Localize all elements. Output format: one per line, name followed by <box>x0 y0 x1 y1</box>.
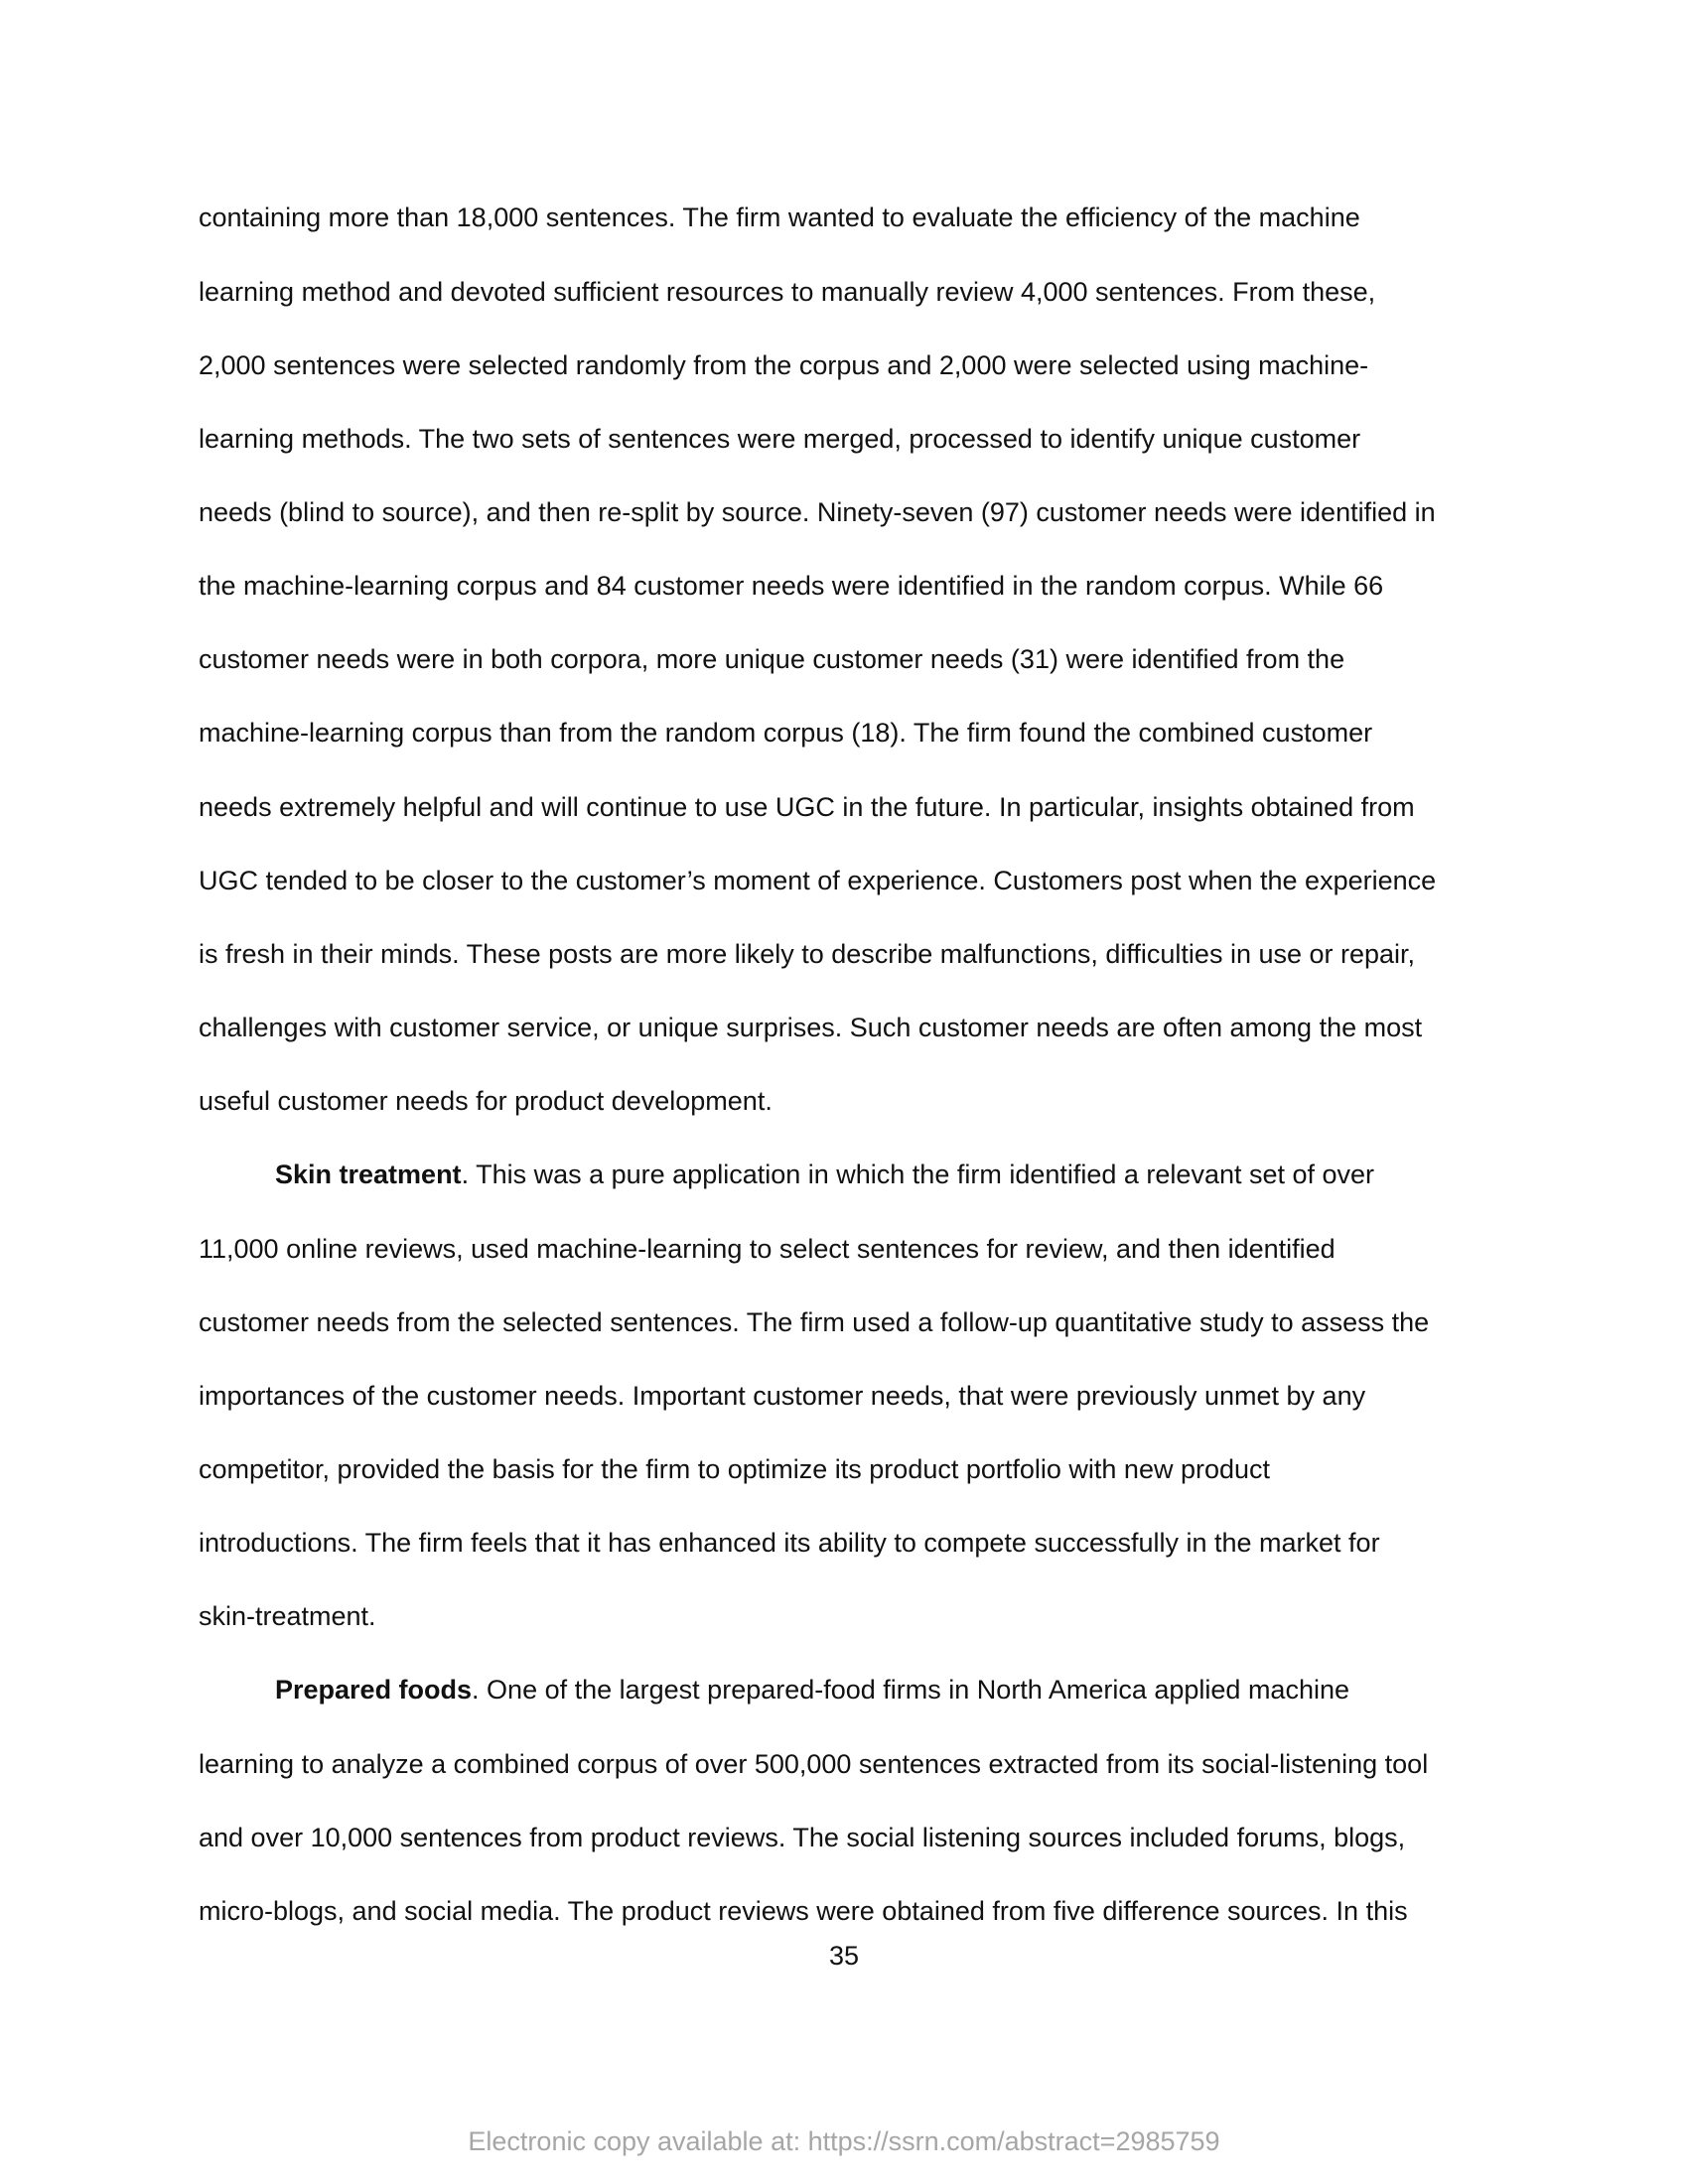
text-line: learning methods. The two sets of sentences were merged, processed to identify unique customer <box>199 424 1361 454</box>
text-span: . This was a pure application in which the firm identified a relevant set of over <box>461 1160 1375 1189</box>
text-line: challenges with customer service, or unique surprises. Such customer needs are often among the most <box>199 1013 1423 1042</box>
text-line: learning to analyze a combined corpus of over 500,000 sentences extracted from its social-listening tool <box>199 1749 1429 1779</box>
text-line: skin-treatment. <box>199 1601 376 1631</box>
text-line: importances of the customer needs. Important customer needs, that were previously unmet by any <box>199 1381 1366 1411</box>
text-line: needs (blind to source), and then re-split by source. Ninety-seven (97) customer needs were identified in <box>199 497 1436 527</box>
text-line: UGC tended to be closer to the customer’s moment of experience. Customers post when the experience <box>199 866 1437 895</box>
text-line: and over 10,000 sentences from product reviews. The social listening sources included forums, blogs, <box>199 1823 1406 1852</box>
text-line: 11,000 online reviews, used machine-learning to select sentences for review, and then identified <box>199 1234 1336 1264</box>
text-line: learning method and devoted sufficient resources to manually review 4,000 sentences. From these, <box>199 277 1376 307</box>
text-line: the machine-learning corpus and 84 customer needs were identified in the random corpus. While 66 <box>199 571 1384 601</box>
text-line: containing more than 18,000 sentences. The firm wanted to evaluate the efficiency of the machine <box>199 203 1360 232</box>
text-line: customer needs were in both corpora, more unique customer needs (31) were identified from the <box>199 644 1345 674</box>
text-span: . One of the largest prepared-food firms in North America applied machine <box>472 1675 1349 1705</box>
text-line <box>275 1160 1374 1189</box>
page-number: 35 <box>828 1941 860 1971</box>
text-line: 2,000 sentences were selected randomly from the corpus and 2,000 were selected using machine- <box>199 350 1369 380</box>
text-line: useful customer needs for product development. <box>199 1086 773 1116</box>
text-line: is fresh in their minds. These posts are more likely to describe malfunctions, difficulties in use or repair, <box>199 939 1416 969</box>
text-line: introductions. The firm feels that it has enhanced its ability to compete successfully in the market for <box>199 1528 1380 1558</box>
text-line: competitor, provided the basis for the firm to optimize its product portfolio with new product <box>199 1454 1271 1484</box>
text-line: customer needs from the selected sentences. The firm used a follow-up quantitative study to assess the <box>199 1307 1430 1337</box>
section-heading-prepared-foods: Prepared foods <box>275 1675 473 1705</box>
text-line: needs extremely helpful and will continue to use UGC in the future. In particular, insights obtained from <box>199 792 1415 822</box>
text-line <box>275 1675 1349 1705</box>
ssrn-footer: Electronic copy available at: https://ssrn.com/abstract=2985759 <box>468 2126 1220 2156</box>
section-heading-skin-treatment: Skin treatment <box>275 1160 462 1189</box>
text-line: machine-learning corpus than from the random corpus (18). The firm found the combined customer <box>199 718 1373 748</box>
text-line: micro-blogs, and social media. The product reviews were obtained from five difference sources. In this <box>199 1896 1408 1926</box>
